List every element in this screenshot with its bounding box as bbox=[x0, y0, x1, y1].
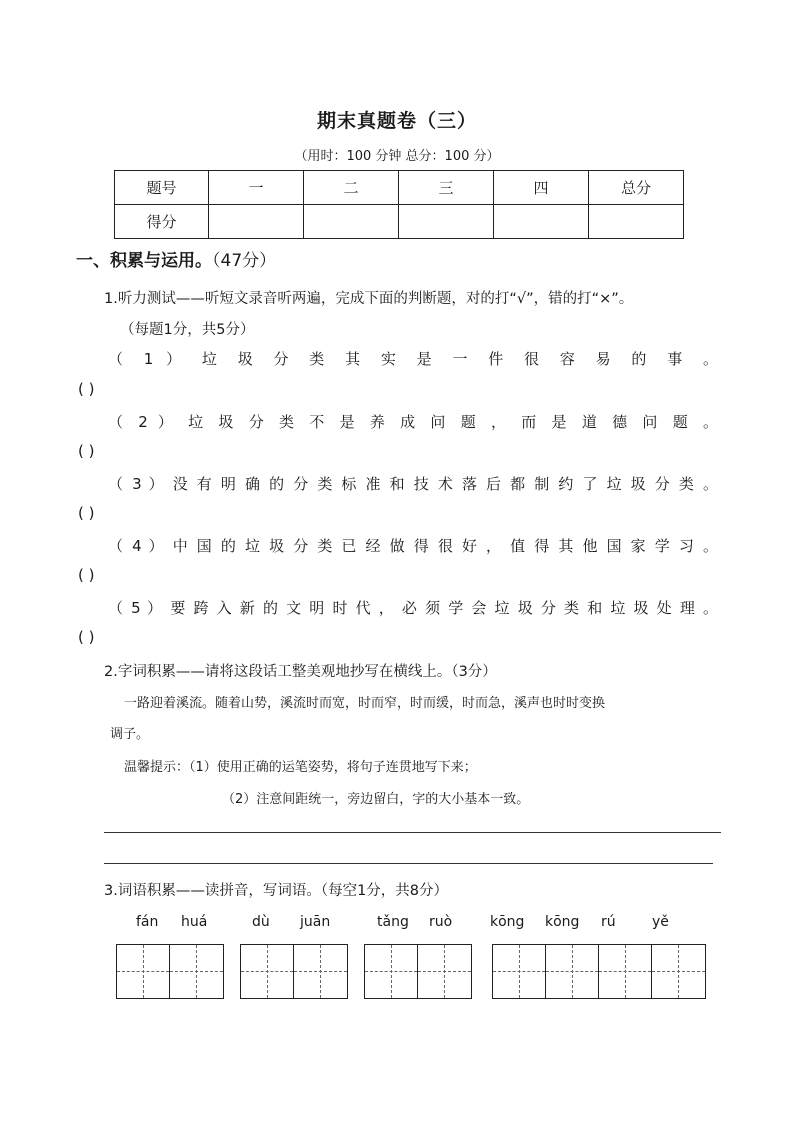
answer-paren[interactable]: ( ) bbox=[78, 504, 95, 522]
section-heading bbox=[76, 246, 276, 271]
judgement-item: （ 1 ） 垃 圾 分 类 其 实 是 一 件 很 容 易 的 事 。 bbox=[108, 350, 718, 368]
score-input-cell[interactable] bbox=[399, 205, 494, 239]
writing-cell[interactable] bbox=[117, 945, 170, 998]
table-cell: 得分 bbox=[115, 205, 209, 239]
question-1-note: （每题1分，共5分） bbox=[120, 322, 255, 338]
pinyin-label: tǎng bbox=[377, 914, 409, 930]
score-input-cell[interactable] bbox=[494, 205, 589, 239]
judgement-item: （ 2 ） 垃 圾 分 类 不 是 养 成 问 题 ， 而 是 道 德 问 题 。 bbox=[108, 413, 718, 431]
pinyin-label: kōng bbox=[545, 914, 580, 930]
question-2-stem: 2.字词积累——请将这段话工整美观地抄写在横线上。（3分） bbox=[104, 664, 497, 680]
writing-grid-4 bbox=[492, 944, 706, 999]
table-cell: 二 bbox=[304, 171, 399, 205]
score-input-cell[interactable] bbox=[304, 205, 399, 239]
score-input-cell[interactable] bbox=[209, 205, 304, 239]
section-points: （47分） bbox=[212, 251, 277, 271]
table-cell: 总分 bbox=[589, 171, 684, 205]
pinyin-label: huá bbox=[181, 914, 208, 930]
writing-grid-3 bbox=[364, 944, 472, 999]
pinyin-label: yě bbox=[652, 914, 669, 930]
table-cell: 题号 bbox=[115, 171, 209, 205]
pinyin-label: kōng bbox=[490, 914, 525, 930]
pinyin-label: fán bbox=[136, 914, 159, 930]
tip-2: （2）注意间距统一，旁边留白，字的大小基本一致。 bbox=[222, 792, 530, 807]
table-row bbox=[115, 205, 684, 239]
section-label: 一、积累与运用。 bbox=[76, 251, 212, 271]
answer-paren[interactable]: ( ) bbox=[78, 566, 95, 584]
judgement-item: （ 4 ） 中 国 的 垃 圾 分 类 已 经 做 得 很 好 ， 值 得 其 他 国 家 学 习 。 bbox=[108, 537, 718, 555]
writing-line[interactable] bbox=[104, 863, 713, 864]
copy-passage-cont: 调子。 bbox=[110, 727, 150, 742]
pinyin-label: dù bbox=[252, 914, 270, 930]
writing-grid-1 bbox=[116, 944, 224, 999]
writing-grid-2 bbox=[240, 944, 348, 999]
table-cell: 三 bbox=[399, 171, 494, 205]
copy-passage: 一路迎着溪流。随着山势，溪流时而宽，时而窄，时而缓，时而急，溪声也时时变换 bbox=[124, 696, 606, 711]
table-cell: 四 bbox=[494, 171, 589, 205]
writing-cell[interactable] bbox=[365, 945, 418, 998]
writing-cell[interactable] bbox=[241, 945, 294, 998]
writing-cell[interactable] bbox=[294, 945, 347, 998]
score-input-cell[interactable] bbox=[589, 205, 684, 239]
writing-cell[interactable] bbox=[599, 945, 652, 998]
pinyin-label: rú bbox=[601, 914, 616, 930]
answer-paren[interactable]: ( ) bbox=[78, 380, 95, 398]
judgement-item: （ 3 ） 没 有 明 确 的 分 类 标 准 和 技 术 落 后 都 制 约 了 垃 圾 分 类 。 bbox=[108, 475, 718, 493]
answer-paren[interactable]: ( ) bbox=[78, 628, 95, 646]
tip-1: 温馨提示：（1）使用正确的运笔姿势，将句子连贯地写下来； bbox=[124, 760, 477, 775]
table-cell: 一 bbox=[209, 171, 304, 205]
writing-cell[interactable] bbox=[418, 945, 471, 998]
judgement-item: （ 5 ） 要 跨 入 新 的 文 明 时 代 ， 必 须 学 会 垃 圾 分 类 和 垃 圾 处 理 。 bbox=[108, 599, 718, 617]
pinyin-label: juān bbox=[300, 914, 331, 930]
page-title: 期末真题卷（三） bbox=[316, 110, 477, 132]
question-1-stem: 1.听力测试——听短文录音听两遍，完成下面的判断题，对的打“√”，错的打“×”。 bbox=[104, 291, 634, 307]
writing-cell[interactable] bbox=[546, 945, 599, 998]
table-row bbox=[115, 171, 684, 205]
writing-cell[interactable] bbox=[493, 945, 546, 998]
writing-line[interactable] bbox=[104, 832, 721, 833]
question-3-stem: 3.词语积累——读拼音，写词语。（每空1分，共8分） bbox=[104, 883, 449, 899]
answer-paren[interactable]: ( ) bbox=[78, 442, 95, 460]
writing-cell[interactable] bbox=[170, 945, 223, 998]
score-table bbox=[114, 170, 684, 239]
pinyin-label: ruò bbox=[429, 914, 453, 930]
exam-info: （用时：100 分钟 总分：100 分） bbox=[294, 149, 500, 164]
writing-cell[interactable] bbox=[652, 945, 705, 998]
